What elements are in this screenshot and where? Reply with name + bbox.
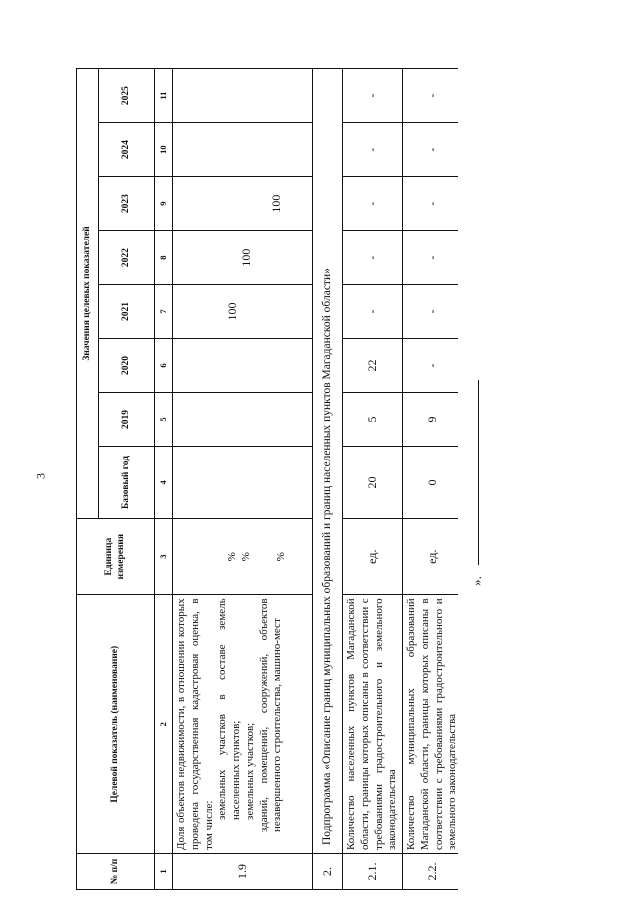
value-cell: 100 xyxy=(173,177,313,231)
value-cell: - xyxy=(343,285,403,339)
header-year: 2022 xyxy=(99,231,155,285)
column-number: 7 xyxy=(155,285,173,339)
section-title: Подпрограмма «Описание границ муниципальных образований и границ населенных пунктов Магаданской области» xyxy=(313,69,343,854)
indicator-text: Количество муниципальных образований Магаданской области, границы которых описаны в соответствии с требованиями градостроительного и земельного законодательства xyxy=(403,595,459,854)
indicator-text: Количество населенных пунктов Магаданской области, границы которых описаны в соответствии с требованиями градостроительного и земельного законодательства xyxy=(343,595,403,854)
column-number: 10 xyxy=(155,123,173,177)
value-cell: 20 xyxy=(343,446,403,518)
header-num: № п/п xyxy=(77,854,155,890)
header-year: 2024 xyxy=(99,123,155,177)
unit-value: ед. xyxy=(403,518,459,594)
unit-value: % xyxy=(275,552,288,562)
column-number: 9 xyxy=(155,177,173,231)
table-row-1-9 xyxy=(173,69,313,890)
value-cell: 0 xyxy=(403,446,459,518)
value-cell: - xyxy=(343,123,403,177)
header-year: 2023 xyxy=(99,177,155,231)
column-number: 2 xyxy=(155,595,173,854)
header-year: 2020 xyxy=(99,339,155,393)
column-number: 1 xyxy=(155,854,173,890)
indicator-sub-text: зданий, помещений, сооружений, объектов незавершенного строительства, машино-мест xyxy=(257,598,284,833)
value-cell xyxy=(173,339,313,393)
header-year: 2025 xyxy=(99,69,155,123)
value-cell: 5 xyxy=(343,393,403,447)
value-cell: 22 xyxy=(343,339,403,393)
value-cell xyxy=(173,446,313,518)
column-number: 3 xyxy=(155,518,173,594)
indicator-cell xyxy=(173,595,313,854)
header-year: 2019 xyxy=(99,393,155,447)
row-number: 2.2. xyxy=(403,854,459,890)
section-number: 2. xyxy=(313,854,343,890)
indicator-main-text: Доля объектов недвижимости, в отношении которых проведена государственная кадастровая оценка, в том числе: xyxy=(175,598,215,851)
value-cell: - xyxy=(343,69,403,123)
value-cell: 9 xyxy=(403,393,459,447)
table-row-2-2 xyxy=(403,69,459,890)
closing-mark xyxy=(468,380,486,600)
column-number: 5 xyxy=(155,393,173,447)
value-cell: 100 xyxy=(173,231,313,285)
closing-quote: ». xyxy=(468,576,484,586)
value-cell: 100 xyxy=(173,285,313,339)
column-number: 8 xyxy=(155,231,173,285)
value-cell: - xyxy=(403,339,459,393)
rotated-table-sheet xyxy=(76,68,458,890)
value-cell: - xyxy=(343,177,403,231)
header-row-1 xyxy=(77,69,99,890)
column-number: 11 xyxy=(155,69,173,123)
unit-value: ед. xyxy=(343,518,403,594)
header-year: 2021 xyxy=(99,285,155,339)
rotated-content xyxy=(76,68,458,890)
unit-value: % xyxy=(239,552,252,562)
value-cell: - xyxy=(403,231,459,285)
column-number: 6 xyxy=(155,339,173,393)
unit-value: % xyxy=(225,552,238,562)
section-row-2 xyxy=(313,69,343,890)
closing-line xyxy=(478,380,479,565)
table-row-2-1 xyxy=(343,69,403,890)
value-cell: - xyxy=(403,69,459,123)
value-cell: - xyxy=(403,123,459,177)
header-indicator: Целевой показатель (наименование) xyxy=(77,595,155,854)
target-indicators-table xyxy=(76,68,458,890)
value-cell: - xyxy=(403,285,459,339)
value-cell: - xyxy=(343,231,403,285)
value-cell xyxy=(173,69,313,123)
column-number: 4 xyxy=(155,446,173,518)
indicator-sub-text: земельных участков в составе земель населенных пунктов; xyxy=(216,598,242,821)
header-unit: Единица измерения xyxy=(77,518,155,594)
unit-cell xyxy=(173,518,313,594)
value-cell xyxy=(173,123,313,177)
row-number: 1.9 xyxy=(173,854,313,890)
page-number: 3 xyxy=(33,473,48,479)
column-numbers-row xyxy=(155,69,173,890)
value-cell xyxy=(173,393,313,447)
row-number: 2.1. xyxy=(343,854,403,890)
value-cell: - xyxy=(403,177,459,231)
header-base-year: Базовый год xyxy=(99,446,155,518)
header-values-group: Значения целевых показателей xyxy=(77,69,99,519)
indicator-sub-text: земельных участков; xyxy=(243,722,256,821)
